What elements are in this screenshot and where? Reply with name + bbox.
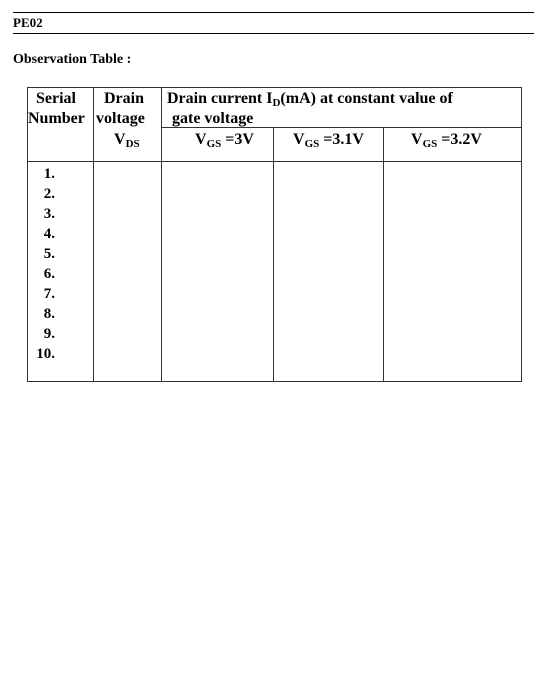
vgs-value: =3.1V	[319, 131, 364, 148]
top-rule	[13, 12, 534, 13]
drain-current-unit: (mA) at constant value of	[280, 90, 453, 107]
vgs-sub: GS	[422, 138, 438, 150]
row-number: 7.	[43, 286, 55, 302]
row-number: 9.	[43, 326, 55, 342]
vgs-sub: GS	[206, 138, 222, 150]
section-title: Observation Table :	[13, 52, 132, 67]
gate-voltage-header: gate voltage	[172, 110, 254, 127]
drain-header-line1: Drain	[104, 90, 144, 107]
column-divider	[383, 127, 384, 382]
column-divider	[273, 127, 274, 382]
column-divider	[93, 87, 94, 382]
vds-main: V	[114, 131, 126, 148]
drain-current-text: Drain current I	[167, 90, 273, 107]
row-number: 6.	[43, 266, 55, 282]
vds-label	[114, 131, 140, 150]
header-rule	[13, 33, 534, 34]
vgs-value: =3.2V	[437, 131, 482, 148]
document-code: PE02	[13, 15, 43, 30]
row-number: 10.	[36, 346, 55, 362]
serial-header-line2: Number	[28, 110, 85, 127]
row-number: 5.	[43, 246, 55, 262]
drain-header-line2: voltage	[96, 110, 145, 127]
vgs-sub: GS	[304, 138, 320, 150]
vgs-header-3	[411, 131, 482, 150]
vgs-header-1	[195, 131, 254, 150]
row-number: 8.	[43, 306, 55, 322]
vds-sub: DS	[125, 138, 140, 150]
drain-current-header	[167, 90, 453, 109]
vgs-main: V	[195, 131, 207, 148]
vgs-main: V	[411, 131, 423, 148]
row-number: 4.	[43, 226, 55, 242]
row-number: 3.	[43, 206, 55, 222]
row-number: 2.	[43, 186, 55, 202]
drain-current-sub: D	[272, 97, 281, 109]
row-number: 1.	[43, 166, 55, 182]
header-divider	[27, 161, 522, 162]
vgs-header-2	[293, 131, 364, 150]
serial-header-line1: Serial	[36, 90, 76, 107]
column-divider	[161, 87, 162, 382]
vgs-main: V	[293, 131, 305, 148]
vgs-value: =3V	[221, 131, 254, 148]
